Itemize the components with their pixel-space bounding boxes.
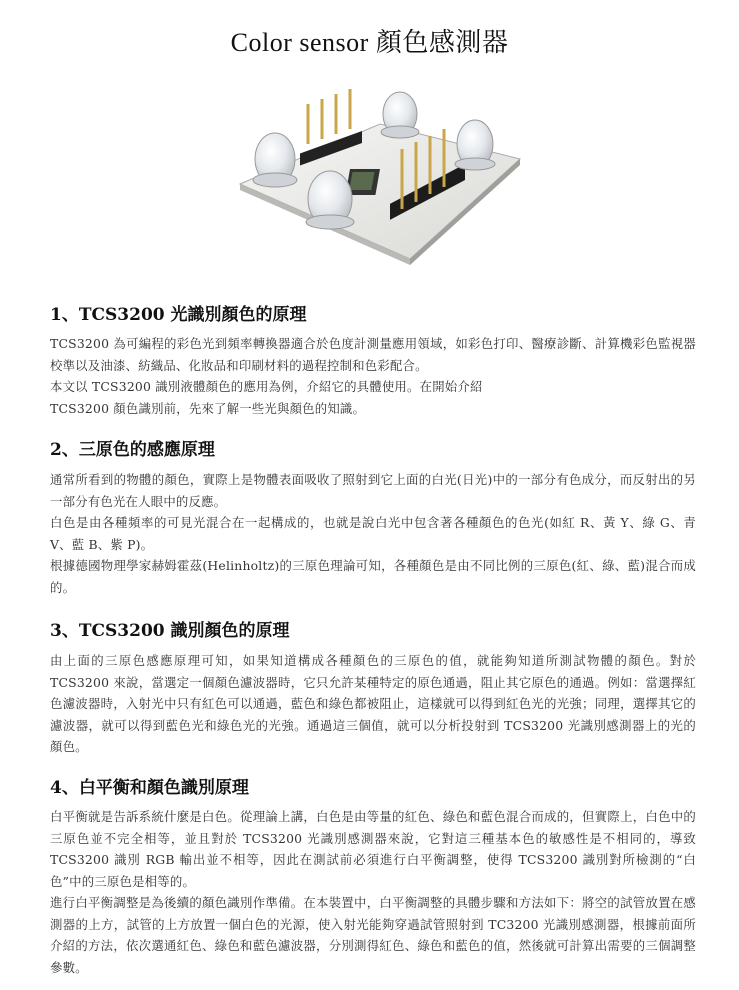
paragraph: 本文以 TCS3200 識別液體顏色的應用為例，介紹它的具體使用。在開始介紹	[50, 379, 483, 394]
paragraph: 根據德國物理學家赫姆霍茲(Helinholtz)的三原色理論可知，各種顏色是由不同比例的三原色(紅、綠、藍)混合而成的。	[50, 558, 696, 595]
paragraph: TCS3200 顏色識別前，先來了解一些光與顏色的知識。	[50, 400, 366, 416]
section-4-heading: 4、白平衡和顏色識別原理	[50, 778, 249, 798]
paragraph: 白平衡就是告訴系統什麼是白色。從理論上講，白色是由等量的紅色、綠色和藍色混合而成的，但實際上，白色中的三原色並不完全相等，並且對於 TCS3200 光識別感測器來說，它對這三種基本色的敏感性是不相同的，導致 TCS3200 識別 RGB 輸出並不相等，因此在測試前必須進行白平衡調整，使得 TCS3200 識別對所檢測的“白色”中的三原色是相等的。	[50, 809, 696, 889]
section-1-heading: 1、TCS3200 光識別顏色的原理	[50, 305, 307, 325]
page-title: Color sensor 顏色感測器	[230, 28, 509, 57]
section-4-body	[50, 806, 696, 978]
section-3-body	[50, 650, 696, 758]
section-1-body	[50, 333, 696, 419]
paragraph: 由上面的三原色感應原理可知，如果知道構成各種顏色的三原色的值，就能夠知道所測試物體的顏色。對於 TCS3200 來說，當選定一個顏色濾波器時，它只允許某種特定的原色通過，阻止其它原色的通過。例如：當選擇紅色濾波器時，入射光中只有紅色可以通過，藍色和綠色都被阻止，這樣就可以得到紅色光的光強；同理，選擇其它的濾波器，就可以得到藍色光和綠色光的光強。通過這三個值，就可以分析投射到 TCS3200 光識別感測器上的光的顏色。	[50, 653, 696, 754]
paragraph: TCS3200 為可編程的彩色光到頻率轉換器適合於色度計測量應用領域，如彩色打印、醫療診斷、計算機彩色監視器校準以及油漆、紡織品、化妝品和印刷材料的過程控制和色彩配合。	[50, 336, 696, 373]
sensor-module-image	[230, 84, 530, 274]
section-2-body	[50, 469, 696, 598]
section-3-heading: 3、TCS3200 識別顏色的原理	[50, 621, 290, 641]
paragraph: 白色是由各種頻率的可見光混合在一起構成的，也就是說白光中包含著各種顏色的色光(如紅 R、黃 Y、綠 G、青 V、藍 B、紫 P)。	[50, 515, 696, 552]
paragraph: 進行白平衡調整是為後續的顏色識別作準備。在本裝置中，白平衡調整的具體步驟和方法如下：將空的試管放置在感測器的上方，試管的上方放置一個白色的光源，使入射光能夠穿過試管照射到 TC3200 光識別感測器，根據前面所介紹的方法，依次選通紅色、綠色和藍色濾波器，分別測得紅色、綠色和藍色的值，然後就可計算出需要的三個調整參數。	[50, 895, 696, 975]
section-2-heading: 2、三原色的感應原理	[50, 440, 215, 460]
paragraph: 通常所看到的物體的顏色，實際上是物體表面吸收了照射到它上面的白光(日光)中的一部分有色成分，而反射出的另一部分有色光在人眼中的反應。	[50, 472, 696, 509]
